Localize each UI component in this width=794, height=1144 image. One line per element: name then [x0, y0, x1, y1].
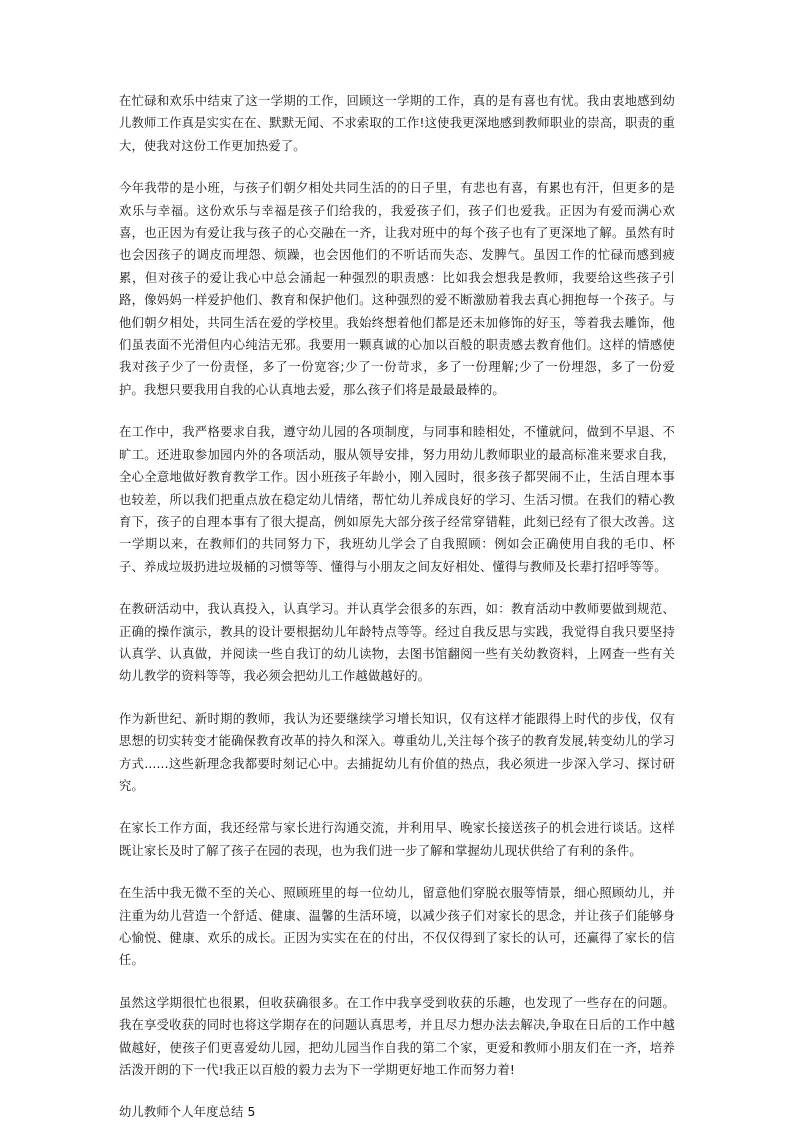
paragraph-2: 今年我带的是小班，与孩子们朝夕相处共同生活的的日子里，有悲也有喜，有累也有汗，但更多的是欢乐与幸福。这份欢乐与幸福是孩子们给我的，我爱孩子们，孩子们也爱我。正因为有爱而满心欢喜，也正因为有爱让我与孩子的心交融在一齐，让我对班中的每个孩子也有了更深地了解。虽然有时也会因孩子的调皮而埋怨、烦躁，也会因他们的不听话而失态、发脾气。虽因工作的忙碌而感到疲累，但对孩子的爱让我心中总会涌起一种强烈的职责感：比如我会想我是教师，我要给这些孩子引路，像妈妈一样爱护他们、教育和保护他们。这种强烈的爱不断激励着我去真心拥抱每一个孩子。与他们朝夕相处，共同生活在爱的学校里。我始终想着他们都是还未加修饰的好玉，等着我去雕饰，他们虽表面不光滑但内心纯洁无邪。我要用一颗真诚的心加以百般的职责感去教育他们。这样的情感使我对孩子少了一份责怪，多了一份宽容;少了一份苛求，多了一份理解;少了一份埋怨，多了一份爱护。我想只要我用自我的心认真地去爱，那么孩子们将是最最最棒的。 [119, 181, 675, 397]
section-heading: 幼儿教师个人年度总结 5 [119, 1105, 256, 1120]
paragraph-6: 在家长工作方面，我还经常与家长进行沟通交流，并利用早、晚家长接送孩子的机会进行谈话。这样既让家长及时了解了孩子在园的表现，也为我们进一步了解和掌握幼儿现状供给了有利的条件。 [119, 821, 675, 858]
paragraph-8: 虽然这学期很忙也很累，但收获确很多。在工作中我享受到收获的乐趣，也发现了一些存在的问题。我在享受收获的同时也将这学期存在的问题认真思考，并且尽力想办法去解决,争取在日后的工作中越做越好，使孩子们更喜爱幼儿园，把幼儿园当作自我的第二个家，更爱和教师小朋友们在一齐，培养活泼开朗的下一代!我正以百般的毅力去为下一学期更好地工作而努力着! [119, 995, 675, 1078]
paragraph-4: 在教研活动中，我认真投入，认真学习。并认真学会很多的东西，如：教育活动中教师要做到规范、正确的操作演示，教具的设计要根据幼儿年龄特点等等。经过自我反思与实践，我觉得自我只要坚持认真学、认真做，并阅读一些自我订的幼儿读物，去图书馆翻阅一些有关幼教资料，上网查一些有关幼儿教学的资料等等，我必须会把幼儿工作越做越好的。 [119, 602, 675, 684]
paragraph-3: 在工作中，我严格要求自我，遵守幼儿园的各项制度，与同事和睦相处，不懂就问，做到不早退、不旷工。还进取参加园内外的各项活动，服从领导安排，努力用幼儿教师职业的最高标准来要求自我，全心全意地做好教育教学工作。因小班孩子年龄小，刚入园时，很多孩子都哭闹不止，生活自理本事也较差，所以我们把重点放在稳定幼儿情绪，帮忙幼儿养成良好的学习、生活习惯。在我们的精心教育下，孩子的自理本事有了很大提高，例如原先大部分孩子经常穿错鞋，此刻已经有了很大改善。这一学期以来，在教师们的共同努力下，我班幼儿学会了自我照顾：例如会正确使用自我的毛巾、杯子、养成垃圾扔进垃圾桶的习惯等等、懂得与小朋友之间友好相处、懂得与教师及长辈打招呼等等。 [119, 425, 675, 574]
paragraph-5: 作为新世纪、新时期的教师，我认为还要继续学习增长知识，仅有这样才能跟得上时代的步伐，仅有思想的切实转变才能确保教育改革的持久和深入。尊重幼儿,关注每个孩子的教育发展,转变幼儿的学习方式......这些新理念我都要时刻记心中。去捕捉幼儿有价值的热点，我必须进一步深入学习、探讨研究。 [119, 711, 675, 793]
paragraph-1: 在忙碌和欢乐中结束了这一学期的工作，回顾这一学期的工作，真的是有喜也有忧。我由衷地感到幼儿教师工作真是实实在在、默默无闻、不求索取的工作!这使我更深地感到教师职业的崇高，职责的重大，使我对这份工作更加热爱了。 [119, 94, 675, 153]
document-body [119, 90, 675, 1144]
paragraph-7: 在生活中我无微不至的关心、照顾班里的每一位幼儿，留意他们穿脱衣服等情景，细心照顾幼儿，并注重为幼儿营造一个舒适、健康、温馨的生活环境，以减少孩子们对家长的思念，并让孩子们能够身心愉悦、健康、欢乐的成长。正因为实实在在的付出，不仅仅得到了家长的认可，还赢得了家长的信任。 [119, 886, 675, 968]
